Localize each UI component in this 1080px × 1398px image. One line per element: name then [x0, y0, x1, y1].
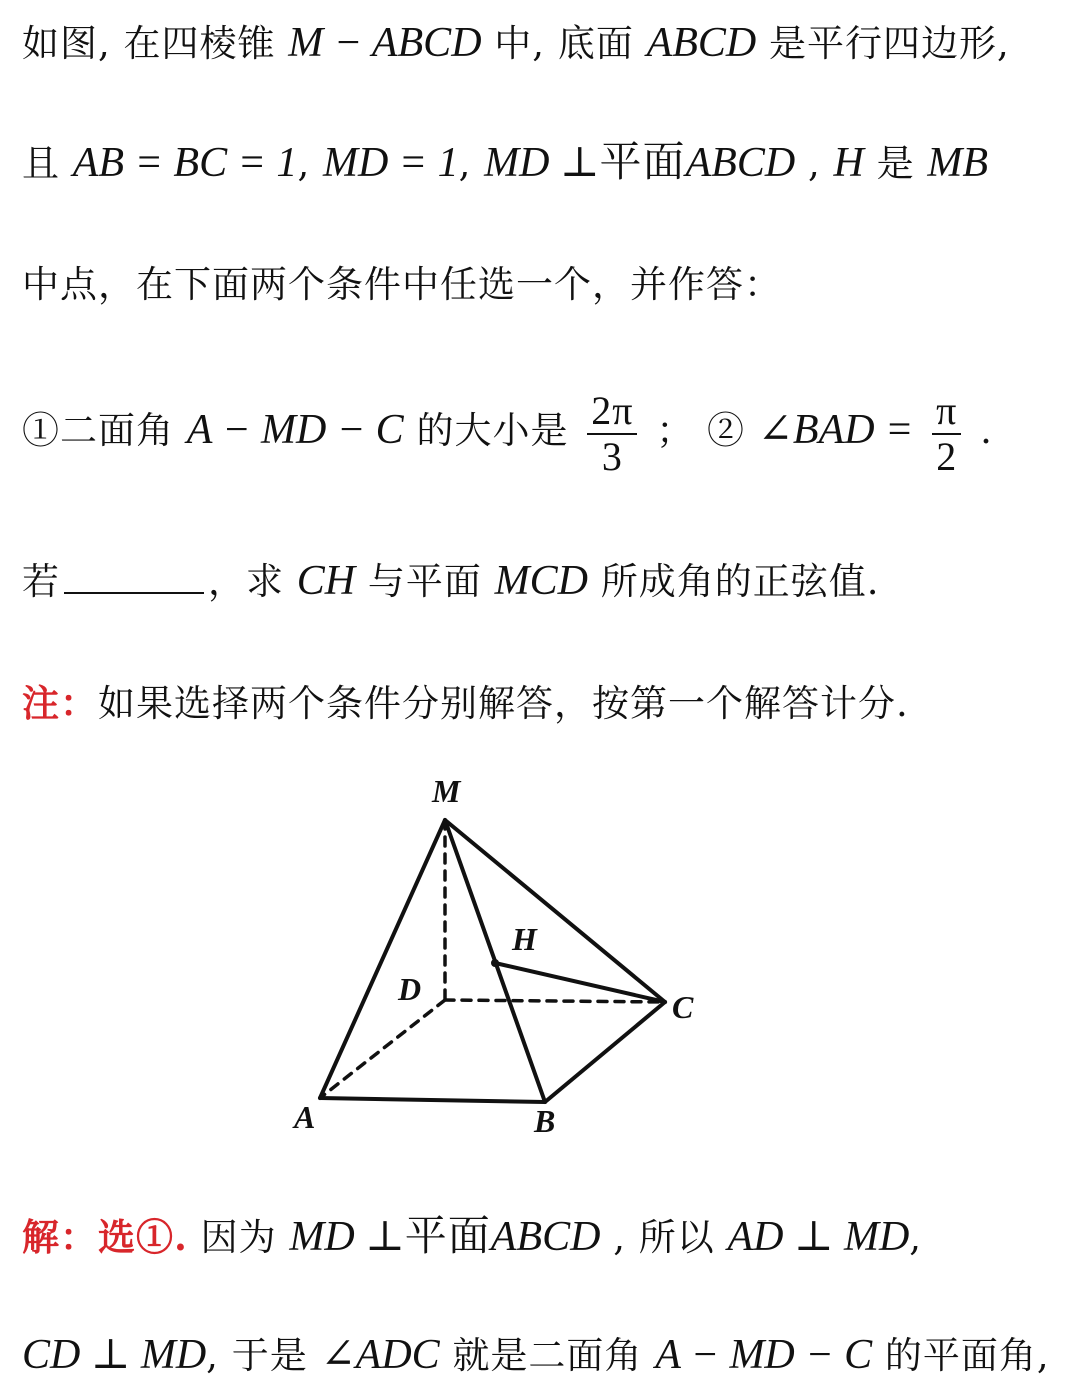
text: 就是二面角: [452, 1334, 643, 1377]
edge-ma: [320, 820, 445, 1098]
edge-da-hidden: [320, 1000, 445, 1098]
math-cd-perp-md: CD ⊥ MD: [22, 1332, 207, 1378]
point-h: [491, 959, 499, 967]
label-a: A: [294, 1099, 316, 1135]
problem-line-2: [22, 138, 1070, 189]
condition-2-label: ②: [706, 409, 745, 452]
separator: ；: [656, 409, 695, 452]
math-mb: MB: [927, 140, 988, 186]
math-ab-bc: AB = BC = 1: [72, 140, 298, 186]
label-m: M: [432, 773, 461, 809]
math-abcd: ABCD: [490, 1214, 601, 1260]
edge-ab: [320, 1098, 545, 1102]
text-plane: 平面: [599, 140, 686, 186]
text: 是平行四边形,: [769, 22, 1010, 65]
solution-line-1: [22, 1212, 1070, 1263]
text: ，求: [208, 560, 284, 603]
text: 如图, 在四棱锥: [22, 22, 276, 65]
solution-line-2: [22, 1330, 1070, 1381]
comma: ,: [458, 142, 472, 185]
text: 且: [22, 142, 60, 185]
math-dihedral: A − MD − C: [655, 1332, 873, 1378]
label-h: H: [512, 921, 537, 957]
fraction-denominator: 3: [601, 433, 623, 479]
label-c: C: [672, 989, 694, 1025]
fraction-numerator: 2π: [587, 389, 637, 435]
math-md: MD = 1: [322, 140, 459, 186]
math-abcd: ABCD: [685, 140, 796, 186]
problem-line-3: 中点，在下面两个条件中任选一个，并作答：: [22, 263, 782, 306]
text: 的大小是: [416, 409, 569, 452]
text: 的平面角,: [884, 1334, 1050, 1377]
math-mcd: MCD: [494, 558, 588, 604]
math-h: H: [833, 140, 864, 186]
comma: ,: [807, 142, 821, 185]
solution-choice: 选①.: [98, 1215, 188, 1259]
fraction-pi-2: [932, 389, 961, 479]
text-plane: 平面: [404, 1214, 491, 1260]
text: 中, 底面: [494, 22, 634, 65]
note-text: 如果选择两个条件分别解答，按第一个解答计分.: [98, 682, 909, 725]
math-angle-adc: ∠ADC: [320, 1332, 440, 1378]
math-md-perp: MD ⊥: [289, 1214, 405, 1260]
math-dihedral: A − MD − C: [186, 407, 404, 453]
fraction-denominator: 2: [936, 433, 958, 479]
solution-label: 解：: [22, 1215, 98, 1259]
fraction-numerator: π: [932, 389, 961, 435]
text: 是: [876, 142, 915, 185]
note-label: 注：: [22, 681, 98, 725]
fraction-2pi-3: [587, 389, 637, 479]
answer-blank: [64, 556, 204, 594]
problem-line-4: [22, 382, 1070, 479]
math-base: ABCD: [646, 20, 757, 66]
text: 与平面: [367, 560, 482, 603]
text: , 所以: [613, 1216, 715, 1259]
condition-1-label: ①二面角: [22, 409, 174, 452]
problem-line-1: [22, 18, 1070, 69]
note-line: [22, 678, 1070, 729]
label-b: B: [534, 1103, 556, 1139]
text: , 于是: [206, 1334, 308, 1377]
problem-line-5: [22, 556, 1070, 607]
math-ch: CH: [296, 558, 356, 604]
text: 因为: [200, 1216, 277, 1259]
edge-dc-hidden: [445, 1000, 665, 1002]
label-d: D: [398, 971, 422, 1007]
edge-bc: [545, 1002, 665, 1102]
period: .: [980, 409, 993, 452]
math-md-perp: MD ⊥: [484, 140, 600, 186]
math-pyramid: M − ABCD: [288, 20, 482, 66]
math-angle-bad: ∠BAD =: [757, 407, 914, 453]
comma: ,: [297, 142, 311, 185]
comma: ,: [909, 1216, 923, 1259]
text: 若: [22, 560, 60, 603]
math-ad-perp-md: AD ⊥ MD: [727, 1214, 910, 1260]
pyramid-figure: [280, 760, 720, 1150]
text: 所成角的正弦值.: [600, 560, 880, 603]
